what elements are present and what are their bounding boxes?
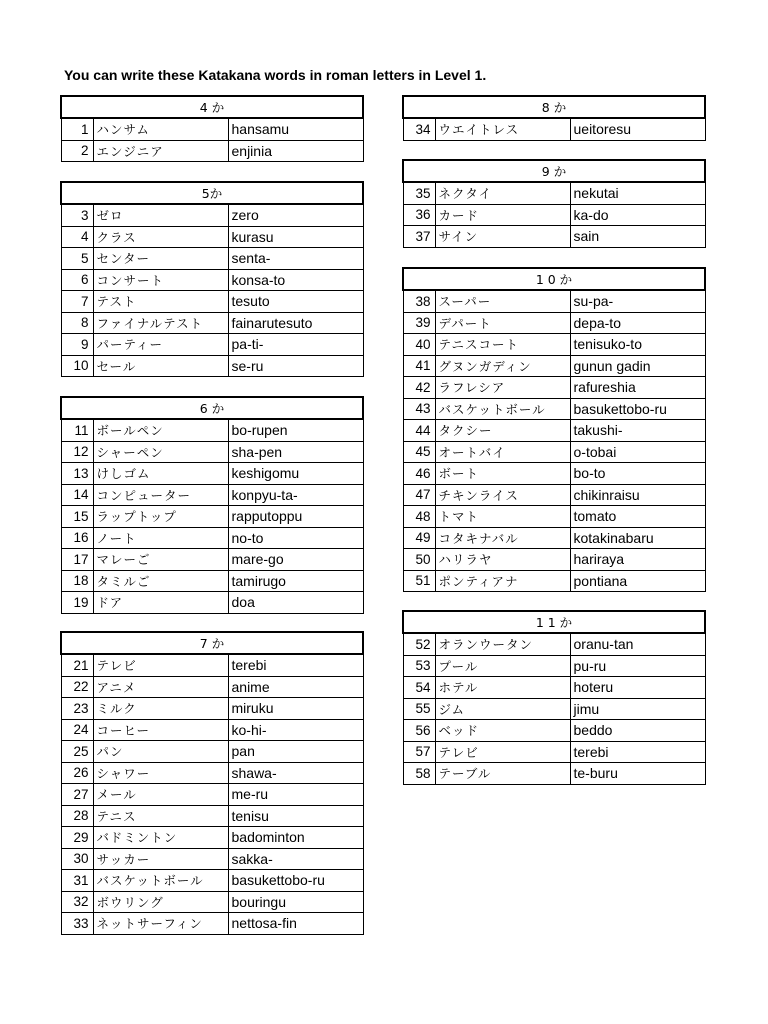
katakana-word: ラップトップ [93, 506, 228, 528]
word-number: 47 [403, 484, 435, 506]
romaji-word: ueitoresu [570, 118, 705, 140]
table-row [403, 506, 705, 528]
table-row [403, 441, 705, 463]
word-number: 25 [61, 741, 93, 763]
romaji-word: pan [228, 741, 363, 763]
romaji-word: sha-pen [228, 441, 363, 463]
romaji-word: terebi [228, 654, 363, 676]
word-number: 32 [61, 891, 93, 913]
word-number: 4 [61, 226, 93, 248]
katakana-word: アニメ [93, 676, 228, 698]
romaji-word: o-tobai [570, 441, 705, 463]
table-row [61, 312, 363, 334]
word-number: 2 [61, 140, 93, 162]
romaji-word: se-ru [228, 355, 363, 377]
table-row [403, 334, 705, 356]
romaji-word: gunun gadin [570, 355, 705, 377]
word-number: 7 [61, 291, 93, 313]
table-row [61, 355, 363, 377]
table-row [403, 698, 705, 720]
romaji-word: fainarutesuto [228, 312, 363, 334]
katakana-word: ドア [93, 592, 228, 614]
word-number: 31 [61, 870, 93, 892]
table-row [61, 654, 363, 676]
romaji-word: chikinraisu [570, 484, 705, 506]
word-number: 51 [403, 570, 435, 592]
lesson-header: 5か [61, 182, 363, 204]
katakana-word: コンサート [93, 269, 228, 291]
word-number: 35 [403, 182, 435, 204]
table-row [61, 441, 363, 463]
word-number: 36 [403, 204, 435, 226]
romaji-word: kotakinabaru [570, 527, 705, 549]
romaji-word: shawa- [228, 762, 363, 784]
word-number: 24 [61, 719, 93, 741]
katakana-word: バスケットボール [435, 398, 570, 420]
table-row [61, 698, 363, 720]
word-number: 45 [403, 441, 435, 463]
katakana-word: テーブル [435, 763, 570, 785]
word-number: 30 [61, 848, 93, 870]
word-number: 56 [403, 720, 435, 742]
romaji-word: zero [228, 204, 363, 226]
lesson-table [402, 95, 706, 141]
word-number: 15 [61, 506, 93, 528]
word-number: 54 [403, 677, 435, 699]
katakana-word: ポンティアナ [435, 570, 570, 592]
katakana-word: シャワー [93, 762, 228, 784]
romaji-word: ko-hi- [228, 719, 363, 741]
lesson-table [60, 396, 364, 614]
table-row [61, 484, 363, 506]
katakana-word: シャーペン [93, 441, 228, 463]
lesson-header-row [403, 96, 705, 118]
katakana-word: ゼロ [93, 204, 228, 226]
katakana-word: ボート [435, 463, 570, 485]
romaji-word: takushi- [570, 420, 705, 442]
lesson-table [60, 95, 364, 162]
katakana-word: プール [435, 655, 570, 677]
table-row [61, 741, 363, 763]
katakana-word: スーパー [435, 290, 570, 312]
table-row [61, 676, 363, 698]
katakana-word: ファイナルテスト [93, 312, 228, 334]
word-number: 29 [61, 827, 93, 849]
table-row [403, 549, 705, 571]
romaji-word: hansamu [228, 118, 363, 140]
katakana-word: ハリラヤ [435, 549, 570, 571]
katakana-word: バドミントン [93, 827, 228, 849]
word-number: 16 [61, 527, 93, 549]
katakana-word: クラス [93, 226, 228, 248]
katakana-word: ノート [93, 527, 228, 549]
table-row [61, 291, 363, 313]
romaji-word: rafureshia [570, 377, 705, 399]
table-row [61, 784, 363, 806]
word-number: 33 [61, 913, 93, 935]
romaji-word: su-pa- [570, 290, 705, 312]
word-number: 17 [61, 549, 93, 571]
romaji-word: konsa-to [228, 269, 363, 291]
word-number: 46 [403, 463, 435, 485]
lesson-table [402, 610, 706, 785]
katakana-word: コンピューター [93, 484, 228, 506]
table-row [403, 633, 705, 655]
romaji-word: tesuto [228, 291, 363, 313]
word-number: 10 [61, 355, 93, 377]
table-row [61, 204, 363, 226]
lesson-header-row [61, 632, 363, 654]
table-row [403, 741, 705, 763]
katakana-word: メール [93, 784, 228, 806]
word-number: 40 [403, 334, 435, 356]
table-row [403, 398, 705, 420]
table-row [61, 592, 363, 614]
table-row [403, 204, 705, 226]
table-row [61, 719, 363, 741]
word-number: 55 [403, 698, 435, 720]
lesson-header-row [403, 160, 705, 182]
romaji-word: oranu-tan [570, 633, 705, 655]
table-row [61, 269, 363, 291]
word-number: 11 [61, 419, 93, 441]
katakana-word: エンジニア [93, 140, 228, 162]
lesson-header: 1 1 か [403, 611, 705, 633]
word-number: 27 [61, 784, 93, 806]
word-number: 23 [61, 698, 93, 720]
katakana-word: ネットサーフィン [93, 913, 228, 935]
romaji-word: tenisuko-to [570, 334, 705, 356]
word-number: 43 [403, 398, 435, 420]
word-number: 42 [403, 377, 435, 399]
table-row [61, 827, 363, 849]
table-row [403, 312, 705, 334]
romaji-word: doa [228, 592, 363, 614]
table-row [403, 377, 705, 399]
table-row [61, 334, 363, 356]
word-number: 39 [403, 312, 435, 334]
word-number: 38 [403, 290, 435, 312]
word-number: 49 [403, 527, 435, 549]
table-row [403, 655, 705, 677]
romaji-word: tamirugo [228, 570, 363, 592]
word-number: 8 [61, 312, 93, 334]
lesson-header: 8 か [403, 96, 705, 118]
romaji-word: nekutai [570, 182, 705, 204]
page-title: You can write these Katakana words in roman letters in Level 1. [64, 67, 487, 83]
lesson-table [60, 181, 364, 377]
lesson-header-row [61, 182, 363, 204]
table-row [61, 527, 363, 549]
table-row [403, 420, 705, 442]
romaji-word: mare-go [228, 549, 363, 571]
table-row [61, 913, 363, 935]
romaji-word: no-to [228, 527, 363, 549]
katakana-word: サッカー [93, 848, 228, 870]
word-number: 48 [403, 506, 435, 528]
romaji-word: nettosa-fin [228, 913, 363, 935]
table-row [403, 527, 705, 549]
word-number: 3 [61, 204, 93, 226]
lesson-table [402, 267, 706, 592]
table-row [403, 677, 705, 699]
katakana-word: サイン [435, 226, 570, 248]
romaji-word: enjinia [228, 140, 363, 162]
word-number: 50 [403, 549, 435, 571]
table-row [61, 870, 363, 892]
katakana-word: センター [93, 248, 228, 270]
katakana-word: テニスコート [435, 334, 570, 356]
table-row [61, 848, 363, 870]
word-number: 57 [403, 741, 435, 763]
romaji-word: pontiana [570, 570, 705, 592]
katakana-word: ハンサム [93, 118, 228, 140]
lesson-header: 1 0 か [403, 268, 705, 290]
word-number: 58 [403, 763, 435, 785]
romaji-word: jimu [570, 698, 705, 720]
katakana-word: けしゴム [93, 463, 228, 485]
romaji-word: kurasu [228, 226, 363, 248]
romaji-word: tenisu [228, 805, 363, 827]
word-number: 41 [403, 355, 435, 377]
lesson-header: 9 か [403, 160, 705, 182]
katakana-word: コタキナバル [435, 527, 570, 549]
table-row [403, 118, 705, 140]
table-row [61, 891, 363, 913]
word-number: 37 [403, 226, 435, 248]
katakana-word: ネクタイ [435, 182, 570, 204]
romaji-word: basukettobo-ru [228, 870, 363, 892]
word-number: 9 [61, 334, 93, 356]
word-number: 1 [61, 118, 93, 140]
table-row [61, 248, 363, 270]
romaji-word: sakka- [228, 848, 363, 870]
table-row [403, 570, 705, 592]
katakana-word: コーヒー [93, 719, 228, 741]
katakana-word: タミルご [93, 570, 228, 592]
katakana-word: ラフレシア [435, 377, 570, 399]
table-row [61, 226, 363, 248]
romaji-word: depa-to [570, 312, 705, 334]
table-row [61, 140, 363, 162]
word-number: 53 [403, 655, 435, 677]
romaji-word: hariraya [570, 549, 705, 571]
katakana-word: パン [93, 741, 228, 763]
table-row [61, 570, 363, 592]
word-number: 5 [61, 248, 93, 270]
table-row [403, 763, 705, 785]
katakana-word: パーティー [93, 334, 228, 356]
word-number: 34 [403, 118, 435, 140]
table-row [61, 118, 363, 140]
romaji-word: pu-ru [570, 655, 705, 677]
katakana-word: ミルク [93, 698, 228, 720]
katakana-word: ホテル [435, 677, 570, 699]
katakana-word: オートバイ [435, 441, 570, 463]
lesson-header-row [61, 96, 363, 118]
lesson-header-row [403, 611, 705, 633]
word-number: 26 [61, 762, 93, 784]
romaji-word: beddo [570, 720, 705, 742]
romaji-word: basukettobo-ru [570, 398, 705, 420]
katakana-word: トマト [435, 506, 570, 528]
romaji-word: bouringu [228, 891, 363, 913]
lesson-header: 6 か [61, 397, 363, 419]
romaji-word: miruku [228, 698, 363, 720]
word-number: 12 [61, 441, 93, 463]
table-row [403, 182, 705, 204]
romaji-word: anime [228, 676, 363, 698]
table-row [403, 484, 705, 506]
table-row [403, 720, 705, 742]
romaji-word: keshigomu [228, 463, 363, 485]
romaji-word: sain [570, 226, 705, 248]
word-number: 21 [61, 654, 93, 676]
lesson-header: 4 か [61, 96, 363, 118]
romaji-word: te-buru [570, 763, 705, 785]
lesson-header-row [403, 268, 705, 290]
romaji-word: pa-ti- [228, 334, 363, 356]
word-number: 28 [61, 805, 93, 827]
katakana-word: マレーご [93, 549, 228, 571]
table-row [61, 762, 363, 784]
katakana-word: グヌンガディン [435, 355, 570, 377]
lesson-table [402, 159, 706, 248]
table-row [403, 290, 705, 312]
katakana-word: ジム [435, 698, 570, 720]
word-number: 52 [403, 633, 435, 655]
word-number: 18 [61, 570, 93, 592]
word-number: 44 [403, 420, 435, 442]
romaji-word: bo-rupen [228, 419, 363, 441]
katakana-word: ボウリング [93, 891, 228, 913]
katakana-word: ウエイトレス [435, 118, 570, 140]
table-row [61, 506, 363, 528]
romaji-word: senta- [228, 248, 363, 270]
word-number: 13 [61, 463, 93, 485]
katakana-word: テレビ [93, 654, 228, 676]
katakana-word: テレビ [435, 741, 570, 763]
table-row [403, 355, 705, 377]
table-row [61, 549, 363, 571]
romaji-word: tomato [570, 506, 705, 528]
table-row [61, 805, 363, 827]
katakana-word: カード [435, 204, 570, 226]
katakana-word: ベッド [435, 720, 570, 742]
lesson-header-row [61, 397, 363, 419]
table-row [403, 463, 705, 485]
katakana-word: デパート [435, 312, 570, 334]
lesson-header: 7 か [61, 632, 363, 654]
romaji-word: konpyu-ta- [228, 484, 363, 506]
katakana-word: チキンライス [435, 484, 570, 506]
table-row [403, 226, 705, 248]
word-number: 14 [61, 484, 93, 506]
katakana-word: ボールペン [93, 419, 228, 441]
romaji-word: bo-to [570, 463, 705, 485]
katakana-word: セール [93, 355, 228, 377]
katakana-word: テスト [93, 291, 228, 313]
romaji-word: ka-do [570, 204, 705, 226]
table-row [61, 419, 363, 441]
romaji-word: rapputoppu [228, 506, 363, 528]
word-number: 22 [61, 676, 93, 698]
word-number: 19 [61, 592, 93, 614]
katakana-word: テニス [93, 805, 228, 827]
table-row [61, 463, 363, 485]
katakana-word: タクシー [435, 420, 570, 442]
romaji-word: badominton [228, 827, 363, 849]
lesson-table [60, 631, 364, 935]
romaji-word: me-ru [228, 784, 363, 806]
katakana-word: バスケットボール [93, 870, 228, 892]
romaji-word: hoteru [570, 677, 705, 699]
romaji-word: terebi [570, 741, 705, 763]
word-number: 6 [61, 269, 93, 291]
katakana-word: オランウータン [435, 633, 570, 655]
